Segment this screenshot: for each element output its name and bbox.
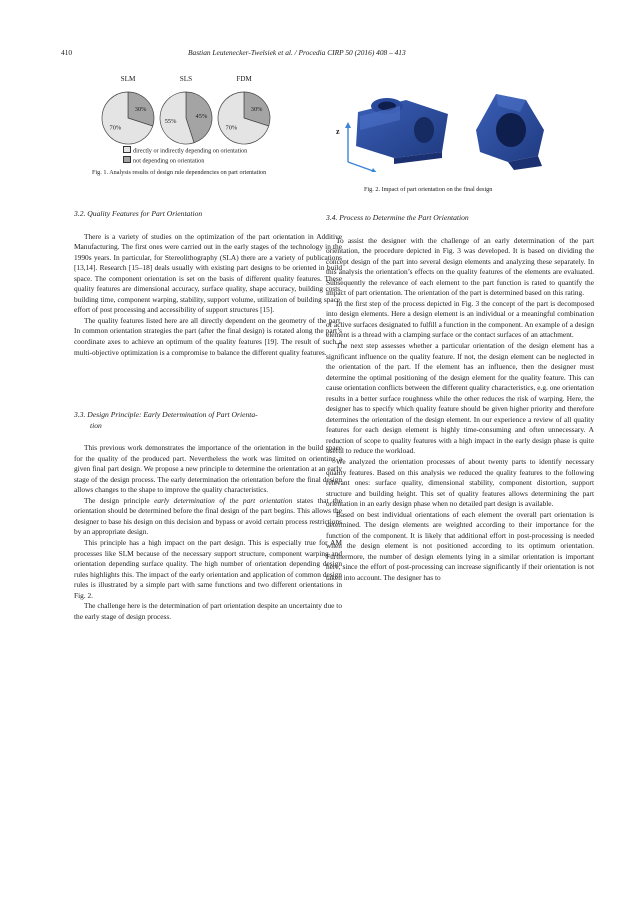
s34-paragraph-4: We analyzed the orientation processes of about twenty parts to identify necessary quality features. Based on this analysis we reduced the quality features to the following relevant ones: surface quality, dimensional stability, component distortion, support structure and building height. This set of quality features allows determining the part orientation in an early design phase when no detailed part design is available. xyxy=(326,456,594,509)
s34-paragraph-1: To assist the designer with the challenge of an early determination of the part orientation, the procedure depicted in Fig. 3 was developed. It is based on dividing the concept design of the part into several design elements and analyzing these separately. In this analysis the orientation’s effects on the quality features of the elements are evaluated. Subsequently the relevance of each element to the part function is rated to quantify the impact of part orientation. The orientation of the part is determined based on this rating. xyxy=(326,235,594,298)
s33-paragraph-4: The challenge here is the determination of part orientation despite an uncertainty due to the early stage of design process. xyxy=(74,601,342,621)
s32-paragraph-1: There is a variety of studies on the optimization of the part orientation in Additive Manufacturing. The first ones were carried out in the early stages of the technology in the 1990s years. In particular, for Stereolithography (SLA) there are a variety of publications [13,14]. Research [15–18] deals usually with existing part designs to be oriented in build space. The component orientation is set on the basis of different quality features. These quality features are dimensional accuracy, surface quality, shape accuracy, building costs, building time, component warping, stability, support volume, utilization of building space, effort of post processing and accessibility of support structures [15]. xyxy=(74,231,342,315)
pie-chart-fdm xyxy=(218,75,270,144)
s33-p2-rest: states that the orientation should be determined before the final design of the part begins. This allows the designer to base his design on this decision and bypass or avoid certain process restrictions by an appropriate design. xyxy=(74,495,342,537)
section-3-3-title-line-1: 3.3. Design Principle: Early Determination of Part Orienta- xyxy=(74,410,258,420)
legend-swatch-light xyxy=(123,146,131,153)
legend-label: directly or indirectly depending on orientation xyxy=(133,147,248,155)
page-number: 410 xyxy=(61,48,73,57)
axis-z-label: z xyxy=(336,127,340,136)
legend-item-not-dependent xyxy=(123,156,247,166)
figure-2-caption: Fig. 2. Impact of part orientation on the final design xyxy=(364,186,493,193)
s34-paragraph-3: The next step assesses whether a particular orientation of the design element has a significant influence on the quality feature. If not, the design element can be neglected in the orientation of the part. If the element has an influence, then the designer must determine the optimal positioning of the design element for the quality feature. This can cause orientation conflicts between the different quality characteristics, e.g. one orientation results in a better surface roughness while the other reduces the risk of warping. Here, the designer has to specify which quality feature should be given higher priority and therefore determines the orientation of the design element. In our experience a review of all quality features for each design element is highly time-consuming and often unnecessary. A reduction of scope to quality features with a high impact in the early design phase is quite useful to reduce the workload. xyxy=(326,340,594,456)
s34-paragraph-5: Based on best individual orientations of each element the overall part orientation is determined. The design elements are weighted according to their importance for the function of the component. It is likely that additional effort in post-processing is needed when the design element is not positioned according to its optimum orientation. Furthermore, the number of design elements lying in a similar orientation is important here, since the effort of post-processing can increase significantly if their orientation is not taken into account. The designer has to xyxy=(326,509,594,582)
section-3-3-title xyxy=(74,410,342,431)
pie-title-fdm: FDM xyxy=(236,75,252,83)
pie-title-sls: SLS xyxy=(179,75,193,83)
right-column xyxy=(326,213,594,584)
section-3-4-title: 3.4. Process to Determine the Part Orientation xyxy=(326,213,469,222)
legend-label: not depending on orientation xyxy=(133,157,205,165)
figure-1-pie-charts xyxy=(96,70,306,152)
section-3-2-title: 3.2. Quality Features for Part Orientation xyxy=(74,209,203,218)
part-orientation-b xyxy=(476,94,544,170)
s32-paragraph-2: The quality features listed here are all directly dependent on the geometry of the part. In common orientation strategies the part (after the final design) is rotated along the part’s coordinate axes to achieve an optimum of the quality features [19]. The result of such a multi-objective optimization is a compromise to balance the different quality features. xyxy=(74,315,342,357)
part-orientation-a xyxy=(356,98,448,164)
pie-label-sls-0: 55% xyxy=(164,117,177,125)
pie-title-slm: SLM xyxy=(120,75,136,83)
pie-label-slm-0: 70% xyxy=(109,124,122,132)
left-column xyxy=(74,209,342,622)
pie-chart-slm xyxy=(102,75,154,144)
figure-1-legend xyxy=(123,146,247,165)
figure-1-caption: Fig. 1. Analysis results of design rule dependencies on part orientation xyxy=(92,169,267,176)
s33-paragraph-2 xyxy=(74,496,342,538)
pie-chart-sls xyxy=(160,75,212,144)
s33-p2-emphasis: early determination of the part orientation xyxy=(154,495,293,505)
legend-swatch-dark xyxy=(123,156,131,163)
pie-label-fdm-1: 30% xyxy=(250,106,263,114)
section-3-3-title-line-2: tion xyxy=(90,420,102,430)
legend-item-orientation-dependent xyxy=(123,146,247,156)
s33-p2-lead: The design principle xyxy=(84,495,155,505)
pie-label-fdm-0: 70% xyxy=(225,124,238,132)
s33-paragraph-1: This previous work demonstrates the importance of the orientation in the build space for the quality of the produced part. Nevertheless the work was limited on orienting a given final part design. We propose a new principle to determine the orientation at an early stage of the design process. The early determination the orientation before the final design allows changes to the shape to improve the quality characteristics. xyxy=(74,443,342,495)
s33-paragraph-3: This principle has a high impact on the part design. This is especially true for AM processes like SLM because of the necessary support structure, component warping and orientation depending surface quality. The high number of orientation depending design rules highlights this. The impact of the early orientation and application of common design rules is illustrated by a simple part with same functions and two different orientations in Fig. 2. xyxy=(74,537,342,600)
s34-paragraph-2: In the first step of the process depicted in Fig. 3 the concept of the part is decomposed into design elements. Here a design element is an individual or a meaningful combination of active surfaces designated to fulfill a function in the component. An example of a design element is a thread with a clamping surface or the contact surfaces of an attachment. xyxy=(326,298,594,340)
figure-2-part-renderings xyxy=(330,86,560,172)
pie-label-slm-1: 30% xyxy=(134,106,147,114)
pie-label-sls-1: 45% xyxy=(195,112,208,120)
running-title: Bastian Leutenecker-Twelsiek et al. / Procedia CIRP 50 (2016) 408 – 413 xyxy=(188,48,406,57)
